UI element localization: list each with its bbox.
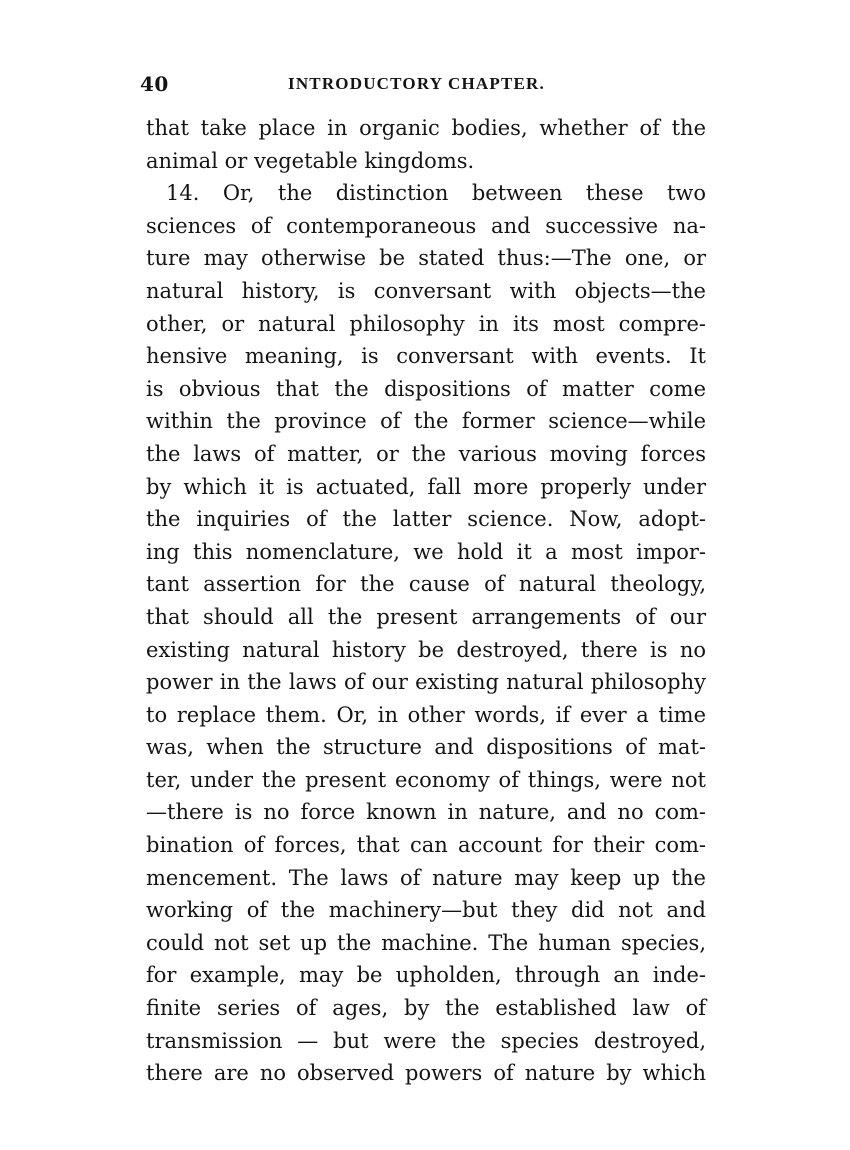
- text-line: is obvious that the dispositions of matter come: [146, 376, 706, 401]
- text-line: ter, under the present economy of things, were not: [146, 767, 706, 792]
- text-line: sciences of contemporaneous and successive na-: [146, 213, 706, 238]
- text-line: —there is no force known in nature, and no com-: [146, 800, 706, 825]
- text-line: other, or natural philosophy in its most compre-: [146, 311, 706, 336]
- text-line: tant assertion for the cause of natural theology,: [146, 572, 706, 597]
- body-text: [146, 112, 706, 1090]
- text-line: there are no observed powers of nature by which: [146, 1061, 706, 1086]
- text-line: existing natural history be destroyed, there is no: [146, 637, 706, 662]
- text-line: 14. Or, the distinction between these two: [166, 181, 706, 206]
- chapter-title: INTRODUCTORY CHAPTER.: [288, 74, 545, 93]
- text-line: natural history, is conversant with objects—the: [146, 278, 706, 303]
- text-line: could not set up the machine. The human species,: [146, 930, 706, 955]
- text-line: for example, may be upholden, through an inde-: [146, 963, 706, 988]
- text-line: ing this nomenclature, we hold it a most impor-: [146, 539, 706, 564]
- page-number: 40: [140, 72, 169, 96]
- text-line: working of the machinery—but they did not and: [146, 898, 706, 923]
- text-line: by which it is actuated, fall more properly under: [146, 474, 706, 499]
- text-line: ture may otherwise be stated thus:—The one, or: [146, 246, 706, 271]
- text-line: that should all the present arrangements of our: [146, 604, 706, 629]
- text-line: bination of forces, that can account for their com-: [146, 833, 706, 858]
- text-line: the inquiries of the latter science. Now, adopt-: [146, 507, 706, 532]
- text-line: within the province of the former science—while: [146, 409, 706, 434]
- text-line: transmission — but were the species destroyed,: [146, 1028, 706, 1053]
- text-line: to replace them. Or, in other words, if ever a time: [146, 702, 706, 727]
- text-line: animal or vegetable kingdoms.: [146, 148, 475, 173]
- text-line: mencement. The laws of nature may keep up the: [146, 865, 706, 890]
- text-line: was, when the structure and dispositions of mat-: [146, 735, 706, 760]
- text-line: finite series of ages, by the established law of: [146, 996, 706, 1021]
- running-head: [140, 72, 710, 102]
- text-line: the laws of matter, or the various moving forces: [146, 441, 706, 466]
- text-line: hensive meaning, is conversant with events. It: [146, 344, 706, 369]
- text-line: that take place in organic bodies, whether of the: [146, 116, 706, 140]
- text-line: power in the laws of our existing natural philosophy: [146, 670, 706, 695]
